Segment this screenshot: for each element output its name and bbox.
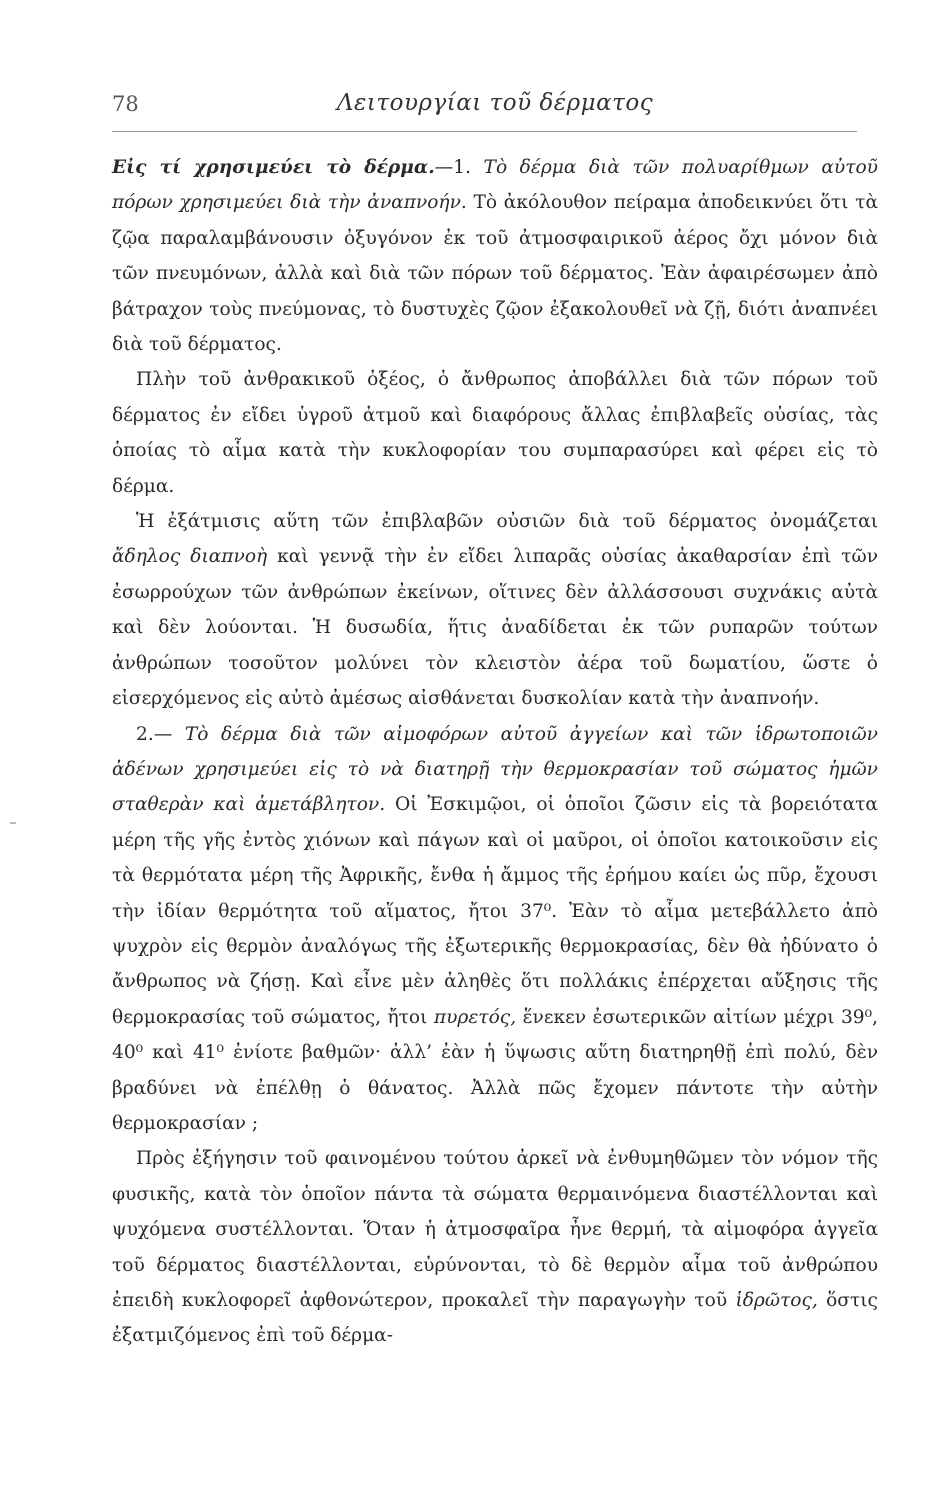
running-title: Λειτουργίαι τοῦ δέρματος <box>336 90 654 116</box>
paragraph-5-italic-term: ἱδρῶτος, <box>735 1290 818 1311</box>
margin-mark <box>10 822 16 824</box>
paragraph-5-text-a: Πρὸς ἐξήγησιν τοῦ φαινομένου τούτου ἀρκεῖ νὰ ἐνθυμηθῶμεν τὸν νόμον τῆς φυσικῆς, κατὰ τὸν ὁποῖον πάντα τὰ σώματα θερμαινόμενα διαστέλλονται καὶ ψυχόμενα συστέλλονται. Ὅταν ἡ ἀτμοσφαῖρα ἦνε θερμή, τὰ αἱμοφόρα ἀγγεῖα τοῦ δέρματος διαστέλλονται, εὐρύνονται, τὸ δὲ θερμὸν αἷμα τοῦ ἀνθρώπου ἐπειδὴ κυκλοφορεῖ ἀφθονώτερον, προκαλεῖ τὴν παραγωγὴν τοῦ <box>112 1148 878 1311</box>
paragraph-5-text-b: ὅστις ἐξατμιζόμενος ἐπὶ τοῦ δέρμα- <box>112 1290 878 1347</box>
paragraph-4-italic-intro: Τὸ δέρμα διὰ τῶν αἱμοφόρων αὐτοῦ ἀγγείων καὶ τῶν ἱδρωτοποιῶν ἀδένων χρησιμεύει εἰς τὸ νὰ διατηρῇ τὴν θερμοκρασίαν τοῦ σώματος ἡμῶν σταθερὰν καὶ ἀμετάβλητον. <box>112 723 878 816</box>
paragraph-1-italic-intro: Τὸ δέρμα διὰ τῶν πολυαρίθμων αὐτοῦ πόρων χρησιμεύει διὰ τὴν ἀναπνοήν. <box>112 157 878 214</box>
page-number: 78 <box>112 92 139 116</box>
section-number-1: —1. <box>434 157 472 178</box>
section-number-2: 2.— <box>136 723 173 745</box>
paragraph-3-italic-term: ἄδηλος διαπνοὴ <box>112 546 268 568</box>
body-text <box>112 150 878 1354</box>
paragraph-2-text: Πλὴν τοῦ ἀνθρακικοῦ ὀξέος, ὁ ἄνθρωπος ἀποβάλλει διὰ τῶν πόρων τοῦ δέρματος ἐν εἴδει ὑγροῦ ἀτμοῦ καὶ διαφόρους ἄλλας ἐπιβλαβεῖς οὐσίας, τὰς ὁποίας τὸ αἷμα κατὰ τὴν κυκλοφορίαν του συμπαρασύρει καὶ φέρει εἰς τὸ δέρμα. <box>112 369 878 497</box>
paragraph-4-text-a: Οἱ Ἐσκιμῷοι, οἱ ὁποῖοι ζῶσιν εἰς τὰ βορειότατα μέρη τῆς γῆς ἐντὸς χιόνων καὶ πάγων καὶ οἱ μαῦροι, οἱ ὁποῖοι κατοικοῦσιν εἰς τὰ θερμότατα μέρη τῆς Ἀφρικῆς, ἔνθα ἡ ἄμμος τῆς ἐρήμου καίει ὡς πῦρ, ἔχουσι τὴν ἰδίαν θερμότητα τοῦ αἵματος, ἤτοι 37⁰. Ἐὰν τὸ αἷμα μετεβάλλετο ἀπὸ ψυχρὸν εἰς θερμὸν ἀναλόγως τῆς ἐξωτερικῆς θερμοκρασίας, δὲν θὰ ἠδύνατο ὁ ἄνθρωπος νὰ ζήσῃ. Καὶ εἶνε μὲν ἀληθὲς ὅτι πολλάκις ἐπέρχεται αὔξησις τῆς θερμοκρασίας τοῦ σώματος, ἤτοι <box>112 794 878 1028</box>
section-heading: Εἰς τί χρησιμεύει τὸ δέρμα. <box>112 157 435 178</box>
paragraph-1 <box>112 150 878 362</box>
paragraph-4 <box>112 717 878 1142</box>
paragraph-4-italic-term: πυρετός, <box>433 1006 517 1028</box>
header-rule <box>112 131 857 132</box>
paragraph-3-text-a: Ἡ ἐξάτμισις αὕτη τῶν ἐπιβλαβῶν οὐσιῶν διὰ τοῦ δέρματος ὀνομάζεται <box>136 511 878 533</box>
paragraph-1-text: Τὸ ἀκόλουθον πείραμα ἀποδεικνύει ὅτι τὰ ζῷα παραλαμβάνουσιν ὀξυγόνον ἐκ τοῦ ἀτμοσφαιρικοῦ ἀέρος ὄχι μόνον διὰ τῶν πνευμόνων, ἀλλὰ καὶ διὰ τῶν πόρων τοῦ δέρματος. Ἐὰν ἀφαιρέσωμεν ἀπὸ βάτραχον τοὺς πνεύμονας, τὸ δυστυχὲς ζῷον ἐξακολουθεῖ νὰ ζῇ, διότι ἀναπνέει διὰ τοῦ δέρματος. <box>112 192 878 356</box>
paragraph-3 <box>112 504 878 716</box>
paragraph-5 <box>112 1141 878 1353</box>
paragraph-3-text-b: καὶ γεννᾷ τὴν ἐν εἴδει λιπαρᾶς οὐσίας ἀκαθαρσίαν ἐπὶ τῶν ἐσωρρούχων τῶν ἀνθρώπων ἐκείνων, οἵτινες δὲν ἀλλάσσουσι συχνάκις αὐτὰ καὶ δὲν λούονται. Ἡ δυσωδία, ἥτις ἀναδίδεται ἐκ τῶν ρυπαρῶν τούτων ἀνθρώπων τοσοῦτον μολύνει τὸν κλειστὸν ἀέρα τοῦ δωματίου, ὥστε ὁ εἰσερχόμενος εἰς αὐτὸ ἀμέσως αἰσθάνεται δυσκολίαν κατὰ τὴν ἀναπνοήν. <box>112 546 878 710</box>
paragraph-4-text-b: ἕνεκεν ἐσωτερικῶν αἰτίων μέχρι 39⁰, 40⁰ καὶ 41⁰ ἐνίοτε βαθμῶν· ἀλλ’ ἐὰν ἡ ὕψωσις αὕτη διατηρηθῇ ἐπὶ πολύ, δὲν βραδύνει νὰ ἐπέλθῃ ὁ θάνατος. Ἀλλὰ πῶς ἔχομεν πάντοτε τὴν αὐτὴν θερμοκρασίαν ; <box>112 1006 878 1134</box>
page-header <box>112 88 878 128</box>
paragraph-2 <box>112 362 878 504</box>
